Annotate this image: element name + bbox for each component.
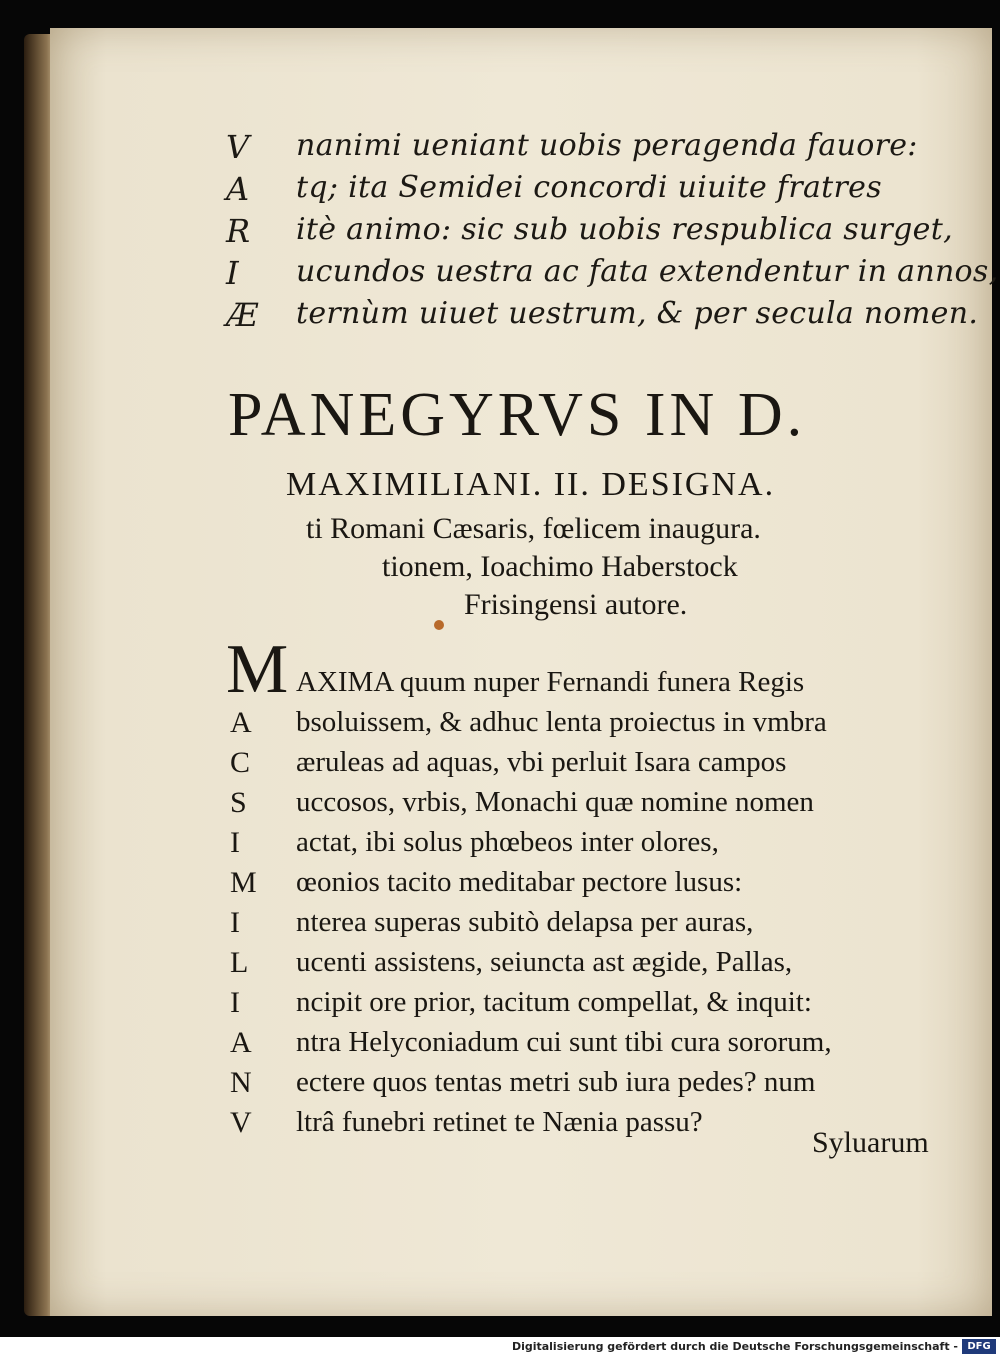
poem-initial: I [230, 826, 240, 859]
poem-text: AXIMA quum nuper Fernandi funera Regis [296, 666, 805, 698]
poem-text: ncipit ore prior, tacitum compellat, & inquit: [296, 986, 812, 1018]
verse-text: nanimi ueniant uobis peragenda fauore: [296, 128, 918, 163]
poem-line [50, 986, 942, 1028]
title-line-4: tionem, Ioachimo Haberstock [382, 550, 738, 583]
verse-text: tq; ita Semidei concordi uiuite fratres [296, 170, 882, 205]
poem-initial: A [230, 1026, 252, 1059]
poem-text: actat, ibi solus phœbeos inter olores, [296, 826, 719, 858]
funding-credit: Digitalisierung gefördert durch die Deutsche Forschungsgemeinschaft - [511, 1340, 958, 1353]
poem-line [50, 786, 942, 828]
title-line-5: Frisingensi autore. [464, 588, 688, 621]
poem-text: ucenti assistens, seiuncta ast ægide, Pallas, [296, 946, 793, 978]
poem-text: bsoluissem, & adhuc lenta proiectus in vmbra [296, 706, 827, 738]
catchword: Syluarum [812, 1126, 929, 1159]
poem-line [50, 826, 942, 868]
poem-initial: C [230, 746, 251, 779]
poem-line [50, 946, 942, 988]
poem-text: uccosos, vrbis, Monachi quæ nomine nomen [296, 786, 814, 818]
poem-initial: I [230, 906, 240, 939]
dfg-logo: DFG [962, 1339, 996, 1354]
poem-drop-cap: M [226, 631, 289, 708]
poem-line [50, 1066, 942, 1108]
poem-initial: N [230, 1066, 252, 1099]
verse-text: ternùm uiuet uestrum, & per secula nomen. [296, 296, 979, 331]
poem-line [50, 1026, 942, 1068]
poem-text: ntra Helyconiadum cui sunt tibi cura sororum, [296, 1026, 832, 1058]
book-page [50, 28, 999, 1316]
poem-line [50, 866, 942, 908]
poem-initial: I [230, 986, 240, 1019]
poem-initial: L [230, 946, 249, 979]
poem-initial: V [230, 1106, 252, 1139]
poem-line [50, 746, 942, 788]
verse-text: itè animo: sic sub uobis respublica surget, [296, 212, 953, 247]
poem-text: ectere quos tentas metri sub iura pedes? num [296, 1066, 816, 1098]
poem-line [50, 706, 942, 748]
verse-initial: I [226, 254, 239, 292]
poem-text: æruleas ad aquas, vbi perluit Isara campos [296, 746, 787, 778]
poem-initial: S [230, 786, 247, 819]
poem-text: œonios tacito meditabar pectore lusus: [296, 866, 743, 898]
title-line-3: ti Romani Cæsaris, fœlicem inaugura. [306, 512, 761, 545]
poem-line [50, 906, 942, 948]
poem-initial: A [230, 706, 252, 739]
poem-line [50, 1106, 942, 1148]
verse-initial: A [226, 170, 250, 208]
footer-bar [0, 1337, 1000, 1357]
poem-initial: M [230, 866, 257, 899]
title-line-2: MAXIMILIANI. II. DESIGNA. [286, 466, 776, 503]
poem-text: nterea superas subitò delapsa per auras, [296, 906, 754, 938]
verse-initial: V [226, 128, 250, 166]
verse-initial: Æ [226, 296, 259, 334]
verse-text: ucundos uestra ac fata extendentur in annos, [296, 254, 999, 289]
verse-initial: R [226, 212, 251, 250]
title-line-1: PANEGYRVS IN D. [228, 381, 807, 449]
ornament-dot [434, 620, 444, 630]
poem-line [50, 631, 942, 708]
poem-text: ltrâ funebri retinet te Nænia passu? [296, 1106, 703, 1138]
